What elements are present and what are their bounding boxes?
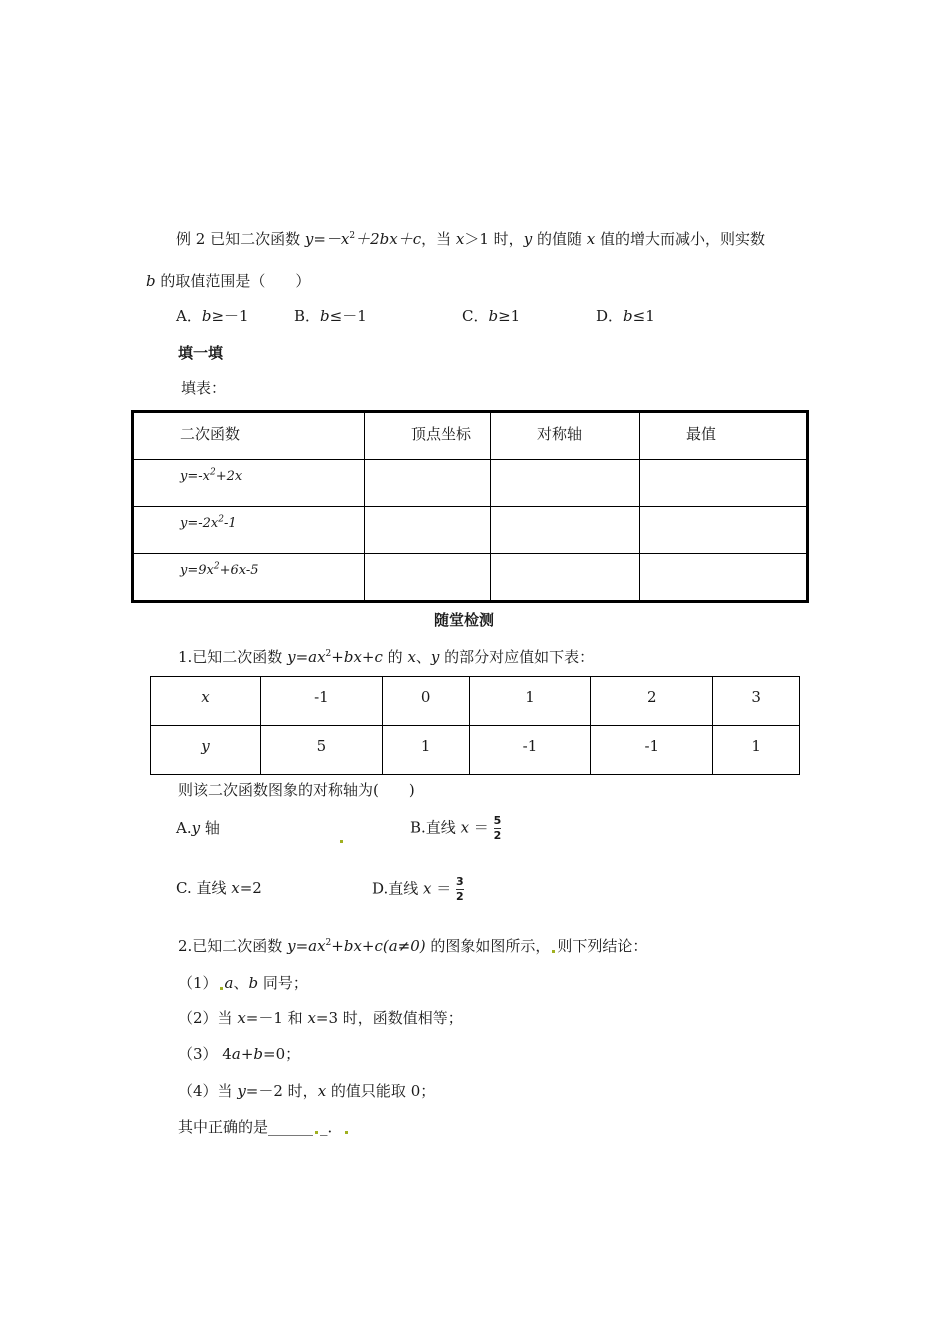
vertex-answer-cell[interactable]: [365, 507, 491, 554]
dot-mark: [552, 950, 555, 953]
answer-prefix: 其中正确的是: [178, 1118, 269, 1136]
option-text: 轴: [200, 819, 220, 837]
y-value: 1: [420, 737, 431, 755]
answer-end: _．: [320, 1118, 343, 1136]
q2-end: 的图象如图所示，: [425, 937, 551, 955]
y-value-cell: [261, 726, 383, 775]
option-label: B．: [294, 307, 321, 325]
item-y: y: [237, 1082, 246, 1100]
y-label-cell: [151, 726, 261, 775]
table-row: [133, 460, 808, 507]
extreme-answer-cell[interactable]: [640, 507, 808, 554]
fraction-denominator: 2: [493, 829, 502, 842]
func-exp: 2: [218, 514, 224, 525]
fill-table: [131, 410, 809, 603]
axis-answer-cell[interactable]: [491, 507, 640, 554]
x-value: 0: [420, 688, 431, 706]
func-pre: y=9x: [180, 563, 214, 578]
q1-func-post: +bx+c: [331, 648, 383, 666]
vertex-answer-cell[interactable]: [365, 554, 491, 602]
func-post: +6x-5: [219, 563, 259, 578]
option-rest: ≥－1: [211, 307, 249, 325]
y-value: 1: [751, 737, 761, 755]
header-function: 二次函数: [180, 425, 241, 443]
option-eq: ＝: [469, 818, 494, 837]
q1-prefix: 1.已知二次函数: [178, 648, 288, 666]
table-header-cell: [491, 412, 640, 460]
y-value-cell: [469, 726, 591, 775]
q1-sep: 、: [415, 648, 431, 666]
item-a: a: [231, 1045, 241, 1063]
x-value-cell: [713, 677, 800, 726]
axis-answer-cell[interactable]: [491, 554, 640, 602]
option-label: D.直线: [372, 879, 424, 898]
header-extreme: 最值: [686, 425, 717, 443]
example2-func: y=－x: [304, 230, 350, 248]
x-value: 3: [751, 688, 761, 706]
item-plus: +: [240, 1045, 254, 1063]
q1-func-pre: y=ax: [287, 648, 326, 666]
table-header-cell: [640, 412, 808, 460]
x-value-cell: [261, 677, 383, 726]
y-value-cell: [713, 726, 800, 775]
vertex-answer-cell[interactable]: [365, 460, 491, 507]
fill-heading: 填一填: [178, 344, 224, 362]
function-expr: [134, 507, 364, 531]
table-row: [133, 554, 808, 602]
function-cell: [133, 460, 365, 507]
x-value: 1: [525, 688, 535, 706]
example2-mid: ，当: [421, 230, 456, 248]
option-var: b: [623, 307, 633, 325]
q2-stem: [178, 935, 647, 956]
q1-func-exp: 2: [325, 649, 332, 659]
item-rest: 的值只能取 0；: [326, 1082, 436, 1100]
x-label-cell: [151, 677, 261, 726]
example2-line2: [146, 270, 310, 291]
example2-line2-text: 的取值范围是（ ）: [155, 272, 311, 290]
q1-end: 的部分对应值如下表：: [439, 648, 595, 666]
decor-dot: [338, 828, 345, 846]
example2-line1: [176, 228, 765, 249]
option-var: x: [460, 818, 470, 837]
function-expr: [134, 460, 364, 484]
option-var: y: [191, 819, 201, 837]
item-rest: =0；: [263, 1045, 301, 1063]
function-cell: [133, 554, 365, 602]
x-value-cell: [469, 677, 591, 726]
item-rest: 同号；: [258, 974, 308, 992]
example2-exp: 2: [349, 231, 356, 241]
example2-option-d: [596, 305, 655, 326]
item-v2: =3 时，函数值相等；: [315, 1009, 463, 1027]
q2-answer-line: [178, 1116, 350, 1137]
extreme-answer-cell[interactable]: [640, 460, 808, 507]
item-mid: 、: [233, 974, 249, 992]
example2-cond-rest: ＞1 时，: [464, 230, 524, 248]
option-var: x: [231, 879, 240, 897]
q2-item-3: [178, 1043, 300, 1064]
item-label: （4）当: [178, 1082, 238, 1100]
q2-prefix: 2.已知二次函数: [178, 937, 288, 955]
q2-func-pre: y=ax: [287, 937, 326, 955]
dot-mark: [315, 1131, 318, 1134]
q1-stem: [178, 646, 594, 667]
item-a: a: [224, 974, 234, 992]
x-value: 2: [647, 688, 657, 706]
item-label: （1）: [178, 974, 218, 992]
q2-func-post: +bx+c(a≠0): [331, 937, 426, 955]
example2-func-rest: ＋2bx＋c: [355, 230, 422, 248]
fill-intro: 填表：: [181, 379, 227, 397]
option-eq: ＝: [431, 879, 457, 898]
example2-prefix: 例 2 已知二次函数: [176, 230, 305, 248]
example2-y: y: [523, 230, 533, 248]
func-post: -1: [223, 516, 237, 531]
answer-blank[interactable]: ______: [268, 1118, 314, 1136]
option-var: b: [201, 307, 212, 325]
option-label: A.: [176, 819, 192, 837]
table-row: [151, 677, 800, 726]
func-pre: y=-x: [180, 469, 210, 484]
q1-option-b: [410, 815, 501, 842]
q2-item-1: [178, 972, 308, 993]
example2-option-c: [462, 305, 520, 326]
header-axis: 对称轴: [537, 425, 583, 443]
q1-mid: 的: [382, 648, 408, 666]
example2-text3: 值的增大而减小，则实数: [595, 230, 765, 248]
example2-option-a: [176, 305, 249, 326]
header-vertex: 顶点坐标: [411, 425, 472, 443]
table-row: [151, 726, 800, 775]
example2-x: x: [586, 230, 596, 248]
func-pre: y=-2x: [180, 516, 219, 531]
func-exp: 2: [213, 561, 220, 572]
func-exp: 2: [209, 467, 216, 478]
q2-item-2: [178, 1007, 463, 1028]
item-x2: x: [307, 1009, 316, 1027]
dot-mark: [340, 840, 343, 843]
item-x: x: [317, 1082, 327, 1100]
item-b: b: [248, 974, 259, 992]
values-table: [150, 676, 800, 775]
x-value-cell: [591, 677, 713, 726]
item-b: b: [253, 1045, 263, 1063]
example2-option-b: [294, 305, 367, 326]
option-label: A．: [176, 307, 202, 325]
dot-mark: [345, 1131, 348, 1134]
q1-option-a: [176, 817, 220, 838]
function-cell: [133, 507, 365, 554]
y-value-cell: [591, 726, 713, 775]
q1-y: y: [430, 648, 440, 666]
extreme-answer-cell[interactable]: [640, 554, 808, 602]
item-v1: =－1 和: [245, 1009, 308, 1027]
q1-question: 则该二次函数图象的对称轴为( ): [178, 781, 415, 799]
fraction: [494, 815, 502, 842]
y-label: y: [201, 737, 210, 755]
option-rest: ≤－1: [329, 307, 367, 325]
table-row: [133, 507, 808, 554]
q2-end2: 则下列结论：: [557, 937, 648, 955]
fraction-numerator: 3: [456, 875, 464, 888]
q1-option-c: [176, 877, 262, 898]
item-label: （2）当: [178, 1009, 238, 1027]
option-label: B.直线: [410, 818, 461, 837]
option-rest: =2: [239, 879, 262, 897]
item-v1: =－2 时，: [245, 1082, 318, 1100]
table-header-row: [133, 412, 808, 460]
option-label: D．: [596, 307, 624, 325]
check-heading: 随堂检测: [434, 611, 495, 629]
y-value: -1: [644, 737, 660, 755]
option-label: C．: [462, 307, 489, 325]
option-label: C. 直线: [176, 879, 232, 897]
example2-b: b: [146, 272, 156, 290]
q1-option-d: [372, 876, 464, 903]
item-x1: x: [237, 1009, 246, 1027]
example2-text2: 的值随: [532, 230, 587, 248]
x-value: -1: [314, 688, 329, 706]
q2-func-exp: 2: [325, 938, 332, 948]
axis-answer-cell[interactable]: [491, 460, 640, 507]
option-var: b: [320, 307, 330, 325]
fraction-denominator: 2: [456, 890, 464, 903]
option-var: b: [488, 307, 499, 325]
table-header-cell: [133, 412, 365, 460]
option-rest: ≤1: [632, 307, 655, 325]
table-header-cell: [365, 412, 491, 460]
option-rest: ≥1: [498, 307, 521, 325]
y-value: -1: [522, 737, 538, 755]
q1-x: x: [407, 648, 416, 666]
dot-mark: [220, 987, 223, 990]
q2-item-4: [178, 1080, 435, 1101]
function-expr: [134, 554, 364, 578]
fraction: [456, 876, 464, 903]
x-value-cell: [382, 677, 469, 726]
item-label: （3） 4: [178, 1045, 232, 1063]
x-label: x: [201, 688, 210, 706]
func-post: +2x: [215, 469, 243, 484]
fraction-numerator: 5: [493, 814, 502, 827]
y-value-cell: [382, 726, 469, 775]
y-value: 5: [316, 737, 327, 755]
option-var: x: [423, 879, 432, 898]
example2-cond: x: [455, 230, 465, 248]
